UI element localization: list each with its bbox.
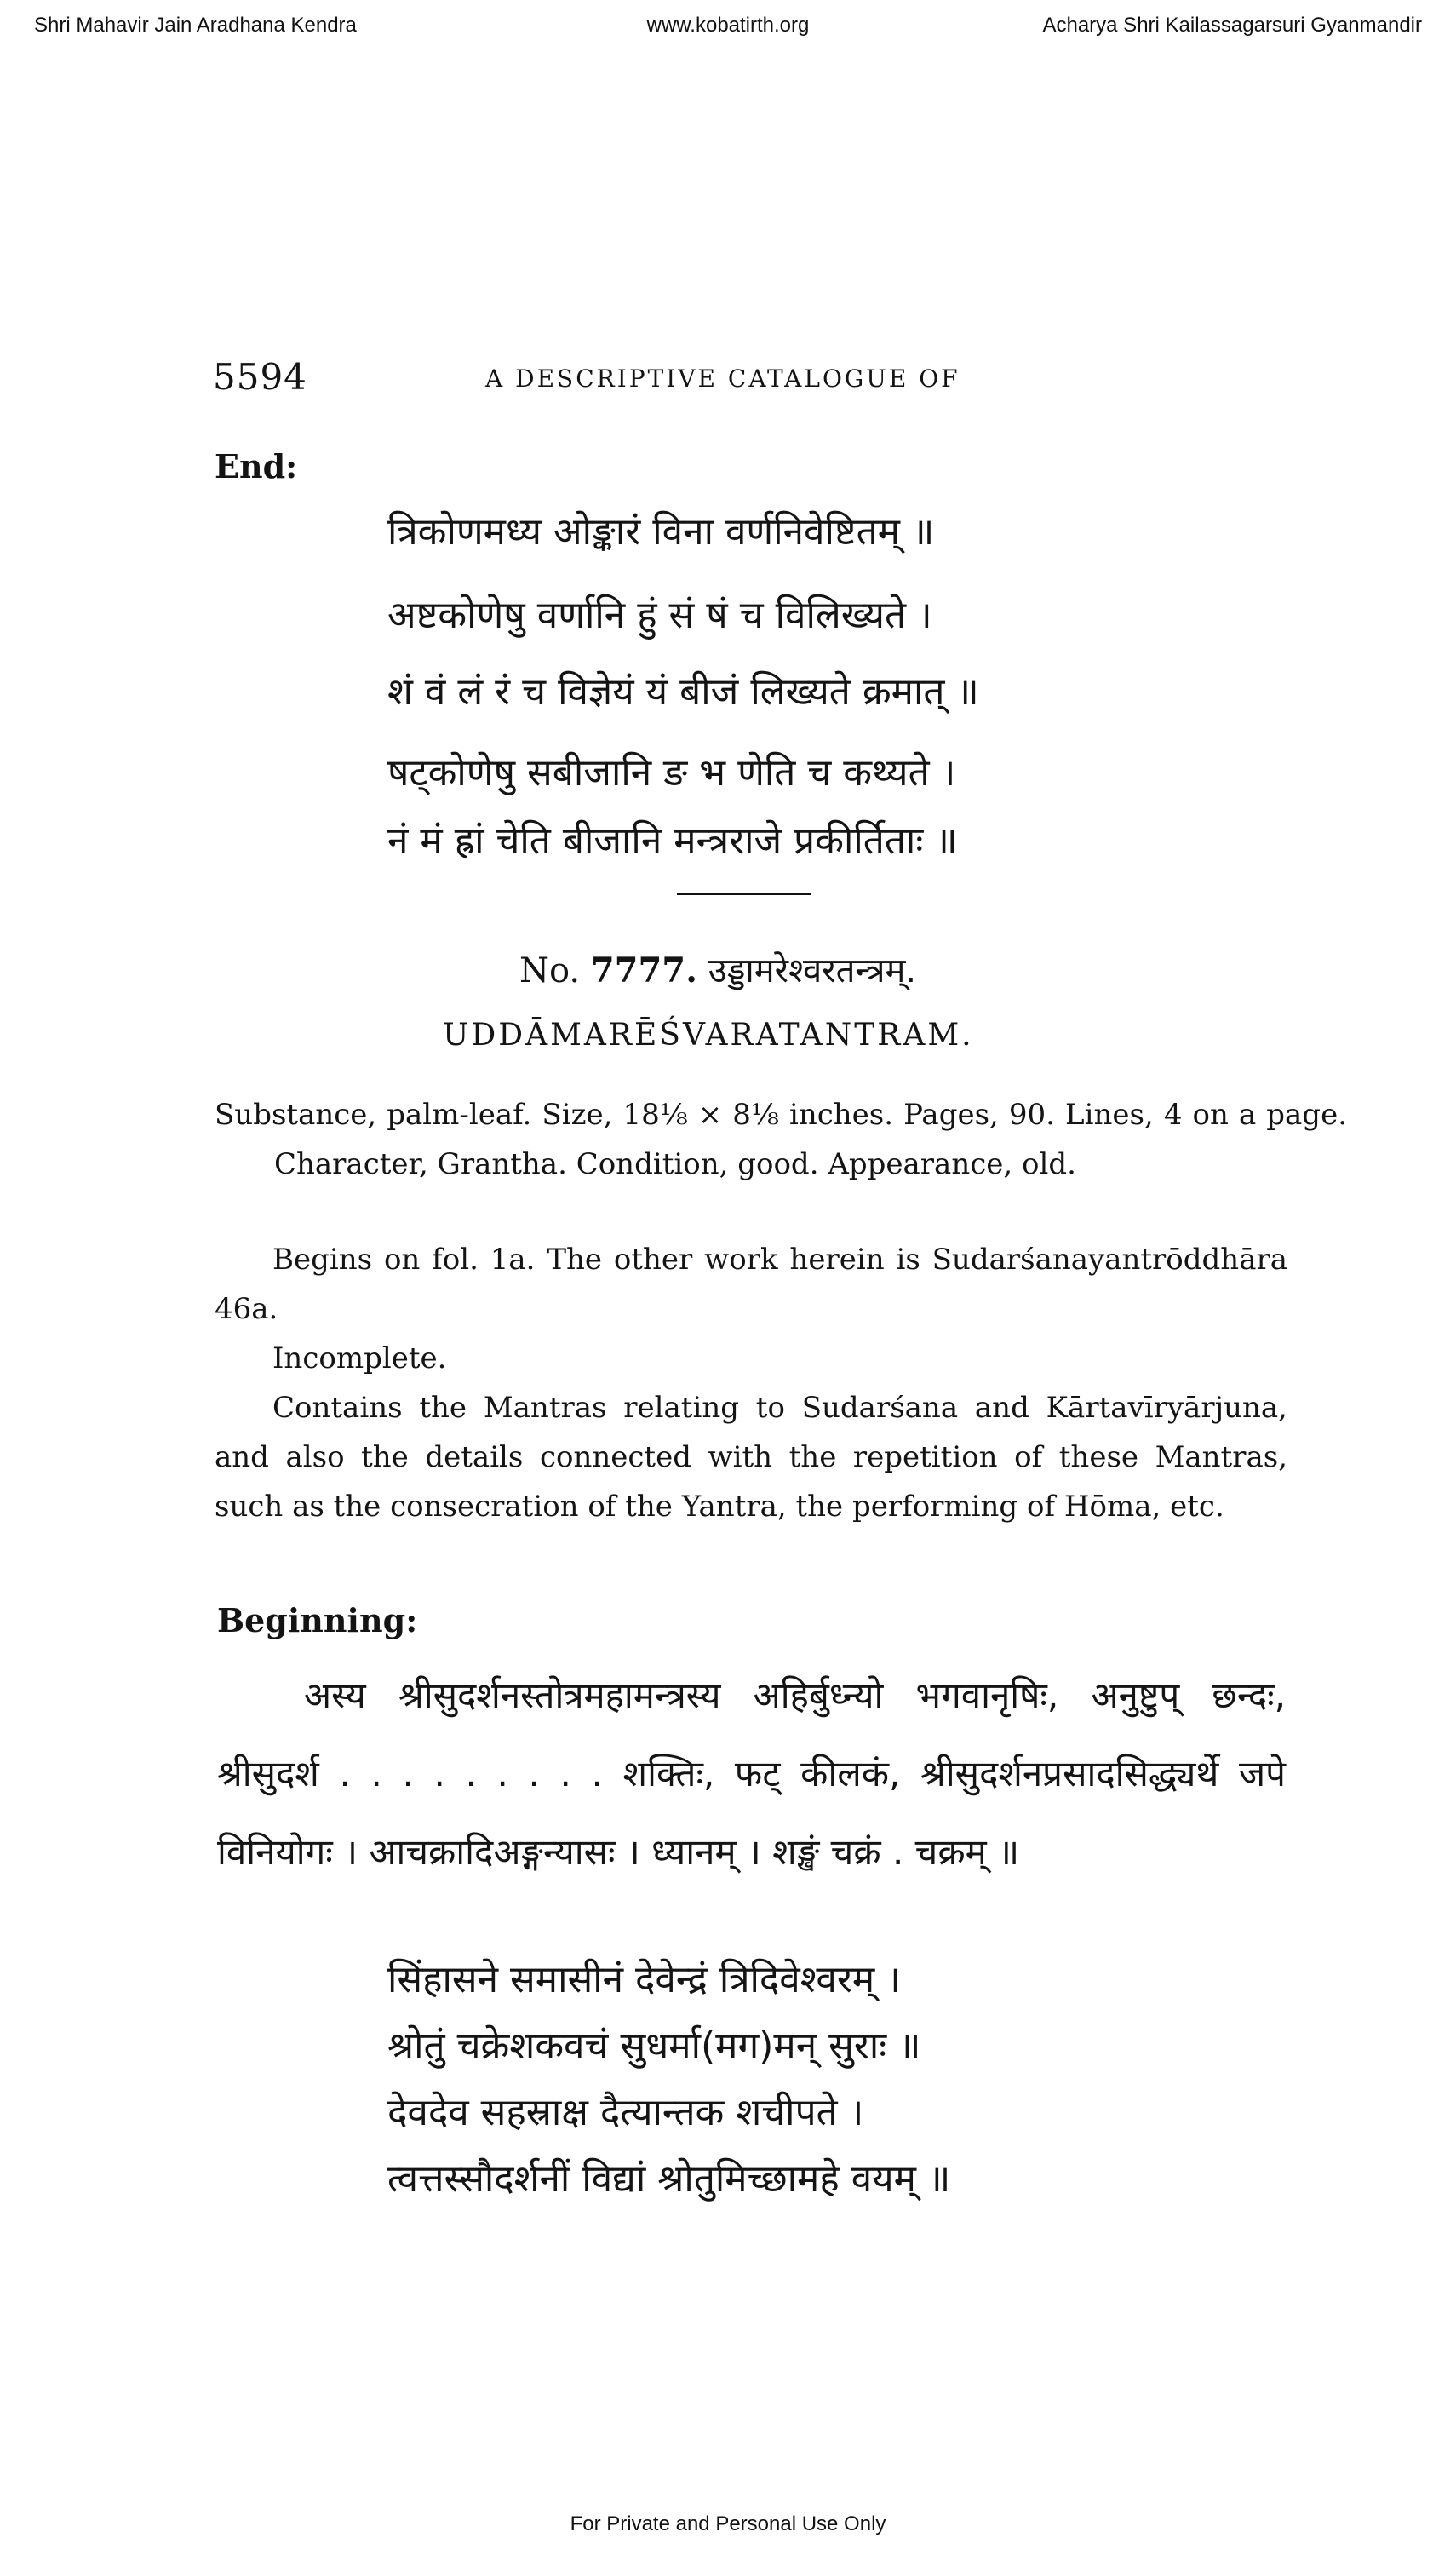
entry-number-prefix: No. <box>519 951 581 990</box>
entry-title: UDDĀMARĒŚVARATANTRAM. <box>443 1018 974 1053</box>
entry-number-value: 7777. <box>590 950 698 990</box>
entry-number <box>519 945 916 992</box>
section-divider <box>677 893 811 895</box>
contents-paragraph: Contains the Mantras relating to Sudarśana and Kārtavīryārjuna, and also the details connected with the repetition of these Mantras, such as the consecration of the Yantra, the performing of Hōma, etc. <box>215 1391 1287 1524</box>
beginning-verse-line: त्वत्तस्सौदर्शनीं विद्यां श्रोतुमिच्छामहे वयम् ॥ <box>387 2157 951 2201</box>
substance-paragraph: Substance, palm-leaf. Size, 18⅛ × 8⅛ inches. Pages, 90. Lines, 4 on a page. Character, Grantha. Condition, good. Appearance, old. <box>215 1098 1347 1181</box>
beginning-verse-line: सिंहासने समासीनं देवेन्द्रं त्रिदिवेश्वरम् । <box>387 1958 901 2001</box>
header-website-text: www.kobatirth.org <box>646 14 810 37</box>
beginning-prose: अस्य श्रीसुदर्शनस्तोत्रमहामन्त्रस्य अहिर्बुध्न्यो भगवानृषिः, अनुष्टुप् छन्दः, श्रीसुदर्श . . . . . . . . . शक्तिः, फट् कीलकं, श्रीसुदर्शनप्रसादसिद्ध्यर्थे जपे विनियोगः । आचक्रादिअङ्गन्यासः । ध्यानम् । शङ्खं चक्रं . चक्रम् ॥ <box>217 1674 1287 1873</box>
end-verse-line: त्रिकोणमध्य ओङ्कारं विना वर्णनिवेष्टितम् ॥ <box>387 510 935 554</box>
beginning-verse-line: श्रोतुं चक्रेशकवचं सुधर्मा(मग)मन् सुराः ॥ <box>387 2024 921 2068</box>
header-right-text: Acharya Shri Kailassagarsuri Gyanmandir <box>1042 14 1422 37</box>
status-paragraph: Incomplete. <box>272 1341 447 1375</box>
end-verse-line: अष्टकोणेषु वर्णानि हुं सं षं च विलिख्यते । <box>387 594 932 637</box>
page-header <box>0 0 1456 51</box>
end-verse-line: शं वं लं रं च विज्ञेयं यं बीजं लिख्यते क्रमात् ॥ <box>387 670 979 714</box>
page-number: 5594 <box>213 356 307 398</box>
end-verse-line: षट्कोणेषु सबीजानि ङ भ णेति च कथ्यते । <box>387 751 956 795</box>
beginning-verse-line: देवदेव सहस्राक्ष दैत्यान्तक शचीपते । <box>387 2091 864 2134</box>
running-head: A DESCRIPTIVE CATALOGUE OF <box>485 365 960 393</box>
entry-sanskrit-title: उड्डामरेश्वरतन्त्रम्. <box>708 951 917 990</box>
end-verse-line: नं मं ह्रां चेति बीजानि मन्त्रराजे प्रकीर्तिताः ॥ <box>387 819 958 863</box>
page-footer: For Private and Personal Use Only <box>570 2512 886 2535</box>
begins-paragraph: Begins on fol. 1a. The other work herein is Sudarśanayantrōddhāra 46a. <box>215 1243 1287 1326</box>
beginning-section-label: Beginning: <box>217 1601 418 1639</box>
end-section-label: End: <box>215 447 298 485</box>
header-left-text: Shri Mahavir Jain Aradhana Kendra <box>34 14 357 37</box>
